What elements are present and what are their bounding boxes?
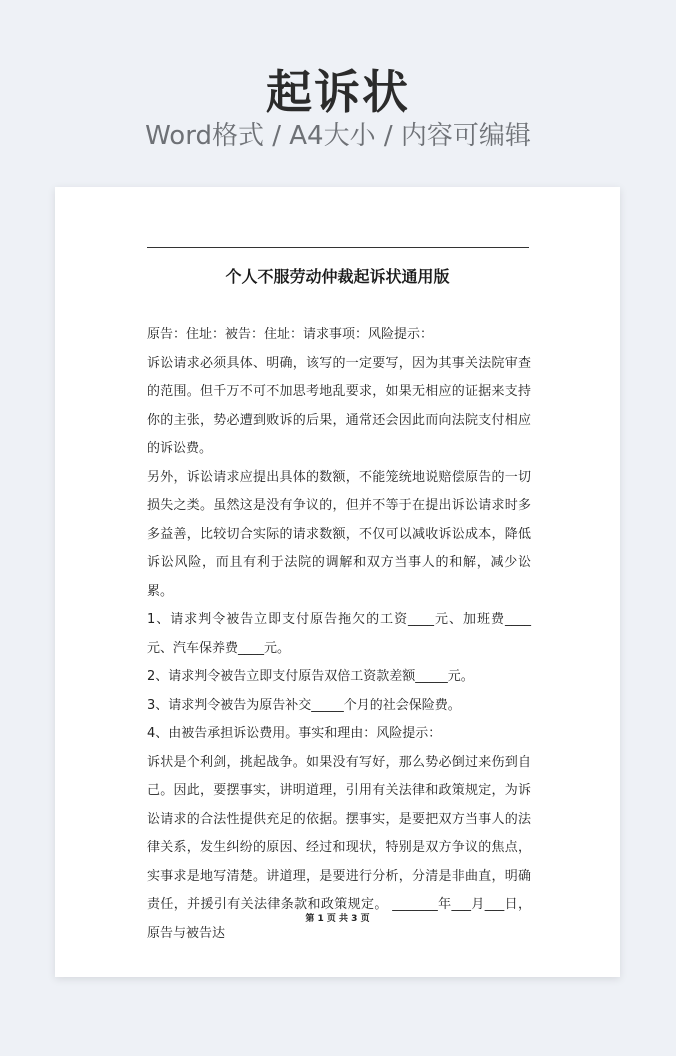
hero-subtitle: Word格式 / A4大小 / 内容可编辑 xyxy=(145,121,531,151)
paragraph-claim-1: 1、请求判令被告立即支付原告拖欠的工资____元、加班费____元、汽车保养费____元。 xyxy=(147,612,531,656)
paragraph-facts-reasons: 诉状是个利剑，挑起战争。如果没有写好，那么势必倒过来伤到自己。因此，要摆事实，讲明道理，引用有关法律和政策规定，为诉讼请求的合法性提供充足的依据。摆事实，是要把双方当事人的法律关系，发生纠纷的原因、经过和现状，特别是双方争议的焦点，实事求是地写清楚。讲道理，是要进行分析，分清是非曲直，明确责任，并援引有关法律条款和政策规定。 _______年___月___日，原告与被告达 xyxy=(147,754,531,941)
paragraph-parties: 原告：住址：被告：住址：请求事项：风险提示： xyxy=(147,327,434,342)
paragraph-claims-amount: 另外，诉讼请求应提出具体的数额，不能笼统地说赔偿原告的一切损失之类。虽然这是没有争议的，但并不等于在提出诉讼请求时多多益善，比较切合实际的请求数额，不仅可以减收诉讼成本，降低诉讼风险，而且有利于法院的调解和双方当事人的和解，减少讼累。 xyxy=(147,469,531,599)
document-title: 个人不服劳动仲裁起诉状通用版 xyxy=(225,267,450,286)
hero-title: 起诉状 xyxy=(266,65,410,119)
document-page xyxy=(55,187,620,977)
document-body xyxy=(147,321,531,948)
paragraph-claim-4: 4、由被告承担诉讼费用。事实和理由：风险提示： xyxy=(147,726,442,741)
header-rule xyxy=(147,247,529,248)
paragraph-claims-risk: 诉讼请求必须具体、明确，该写的一定要写，因为其事关法院审查的范围。但千万不可不加思考地乱要求，如果无相应的证据来支持你的主张，势必遭到败诉的后果，通常还会因此而向法院支付相应的诉讼费。 xyxy=(147,355,531,456)
paragraph-claim-3: 3、请求判令被告为原告补交_____个月的社会保险费。 xyxy=(147,697,461,713)
paragraph-claim-2: 2、请求判令被告立即支付原告双倍工资款差额_____元。 xyxy=(147,669,474,684)
page-number: 第 1 页 共 3 页 xyxy=(305,914,370,924)
